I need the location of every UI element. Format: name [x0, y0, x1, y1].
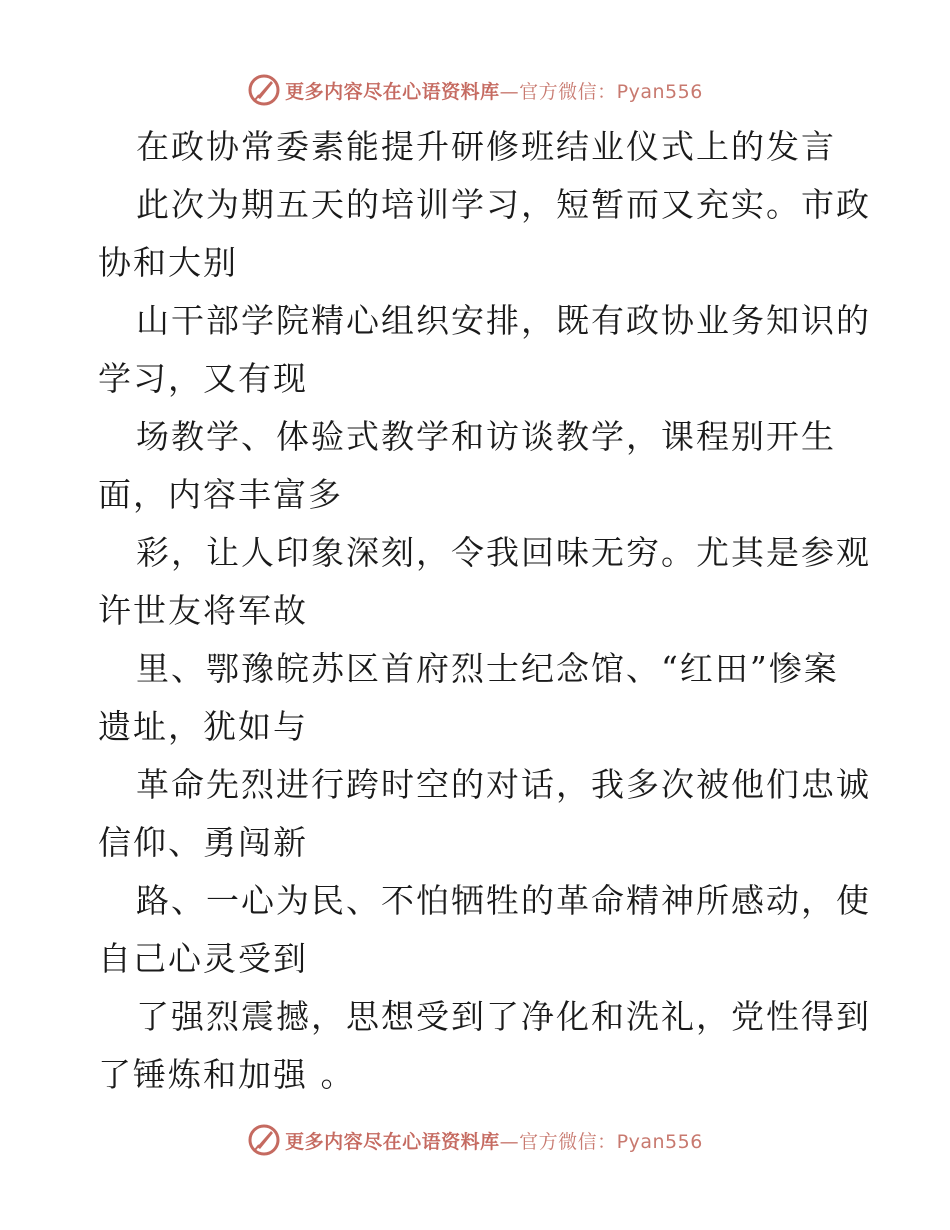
text-line: 许世友将军故 [98, 591, 308, 630]
text-line: 革命先烈进行跨时空的对话，我多次被他们忠诚 [136, 765, 871, 804]
watermark-suffix: —官方微信：Pyan556 [499, 80, 703, 103]
watermark-brand: 更多内容尽在心语资料库 [285, 1130, 500, 1153]
watermark-footer [0, 1120, 950, 1160]
watermark-text [285, 77, 703, 104]
text-line: 信仰、勇闯新 [98, 823, 308, 862]
text-line: 自己心灵受到 [98, 939, 308, 978]
watermark-brand: 更多内容尽在心语资料库 [285, 80, 500, 103]
text-line: 路、一心为民、不怕牺牲的革命精神所感动，使 [136, 881, 871, 920]
text-line: 了锤炼和加强 。 [98, 1055, 356, 1094]
text-line: 场教学、体验式教学和访谈教学，课程别开生 [136, 417, 836, 456]
text-line: 遗址，犹如与 [98, 707, 308, 746]
text-line: 里、鄂豫皖苏区首府烈士纪念馆、“红田”惨案 [136, 649, 839, 688]
text-line: 此次为期五天的培训学习，短暂而又充实。市政 [136, 185, 871, 224]
watermark-text [285, 1127, 703, 1154]
text-line: 协和大别 [98, 243, 238, 282]
text-line: 了强烈震撼，思想受到了净化和洗礼，党性得到 [136, 997, 871, 1036]
text-line: 彩，让人印象深刻，令我回味无穷。尤其是参观 [136, 533, 871, 572]
text-line: 面，内容丰富多 [98, 475, 343, 514]
text-line: 山干部学院精心组织安排，既有政协业务知识的 [136, 301, 871, 340]
text-line: 学习，又有现 [98, 359, 308, 398]
text-line: 在政协常委素能提升研修班结业仪式上的发言 [136, 127, 836, 166]
watermark-suffix: —官方微信：Pyan556 [499, 1130, 703, 1153]
quill-logo-icon [247, 1123, 281, 1157]
quill-logo-icon [247, 73, 281, 107]
watermark-header [0, 70, 950, 110]
document-body [98, 118, 871, 1104]
